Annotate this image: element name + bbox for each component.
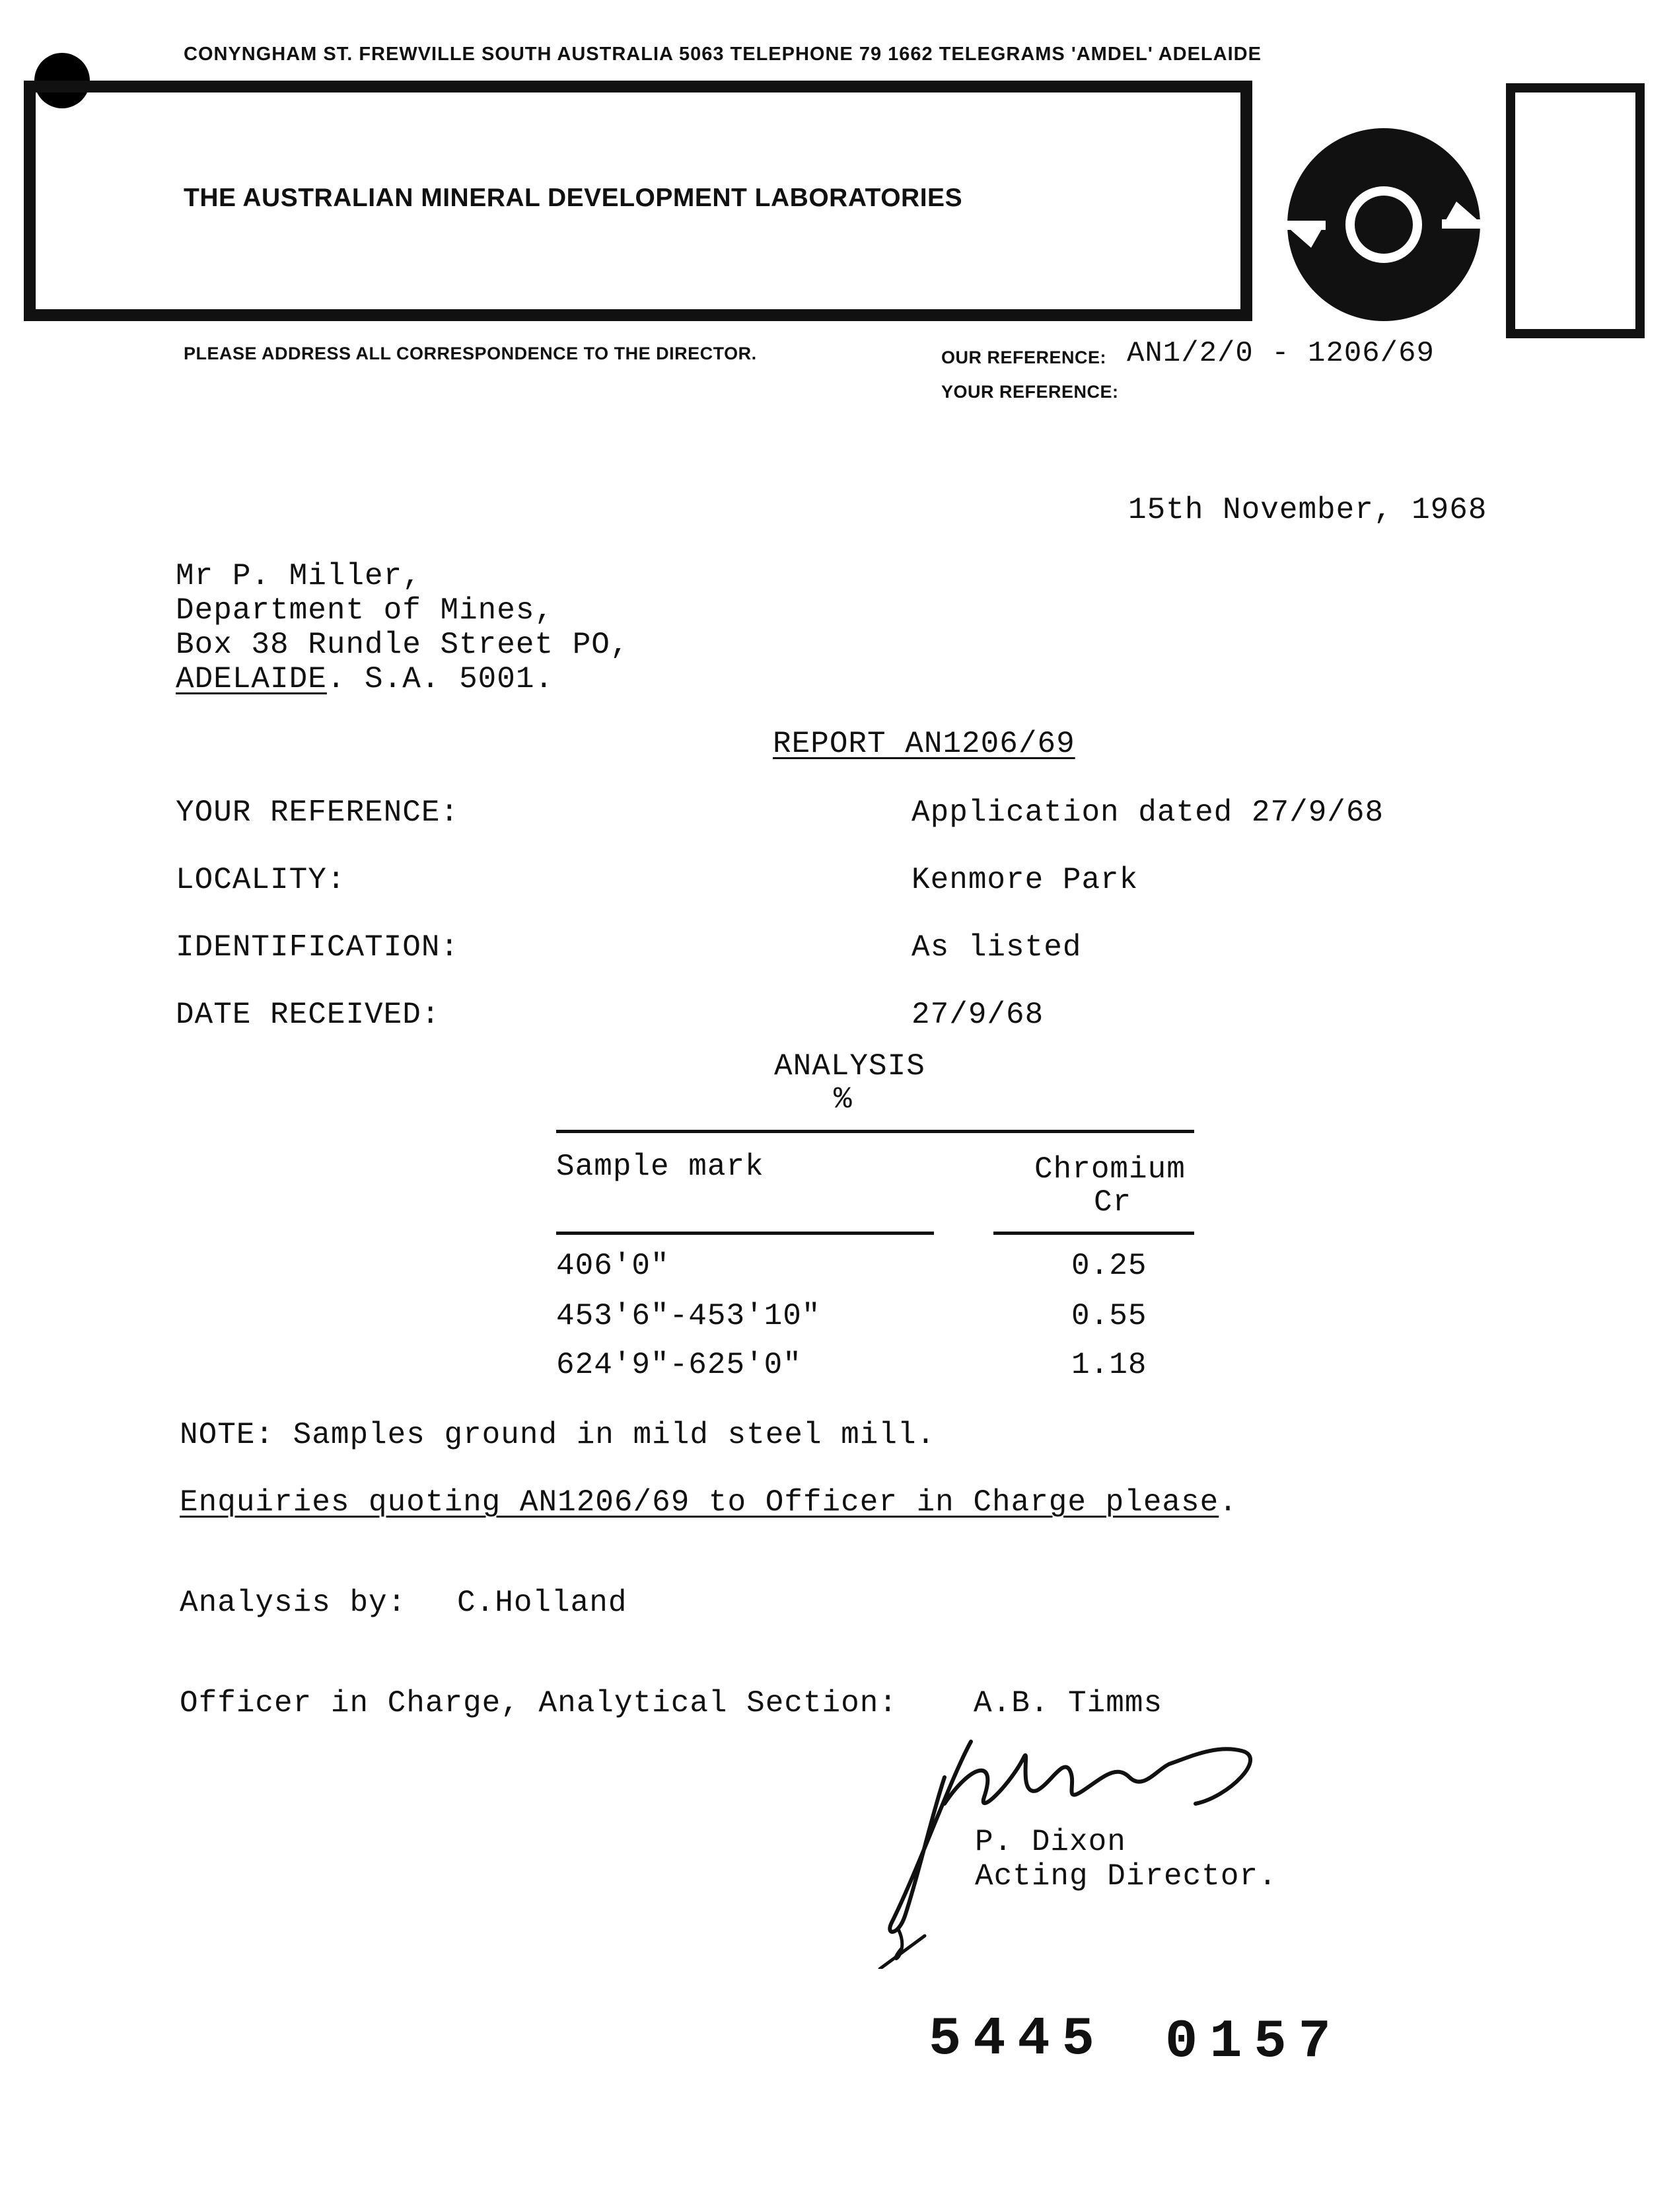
field-value: As listed: [911, 930, 1082, 965]
table-cell-sample: 453'6"-453'10": [556, 1299, 821, 1333]
table-cell-value: 0.55: [1071, 1299, 1147, 1333]
recipient-department: Department of Mines,: [176, 593, 554, 628]
organization-name: THE AUSTRALIAN MINERAL DEVELOPMENT LABORATORIES: [184, 184, 963, 212]
amdel-logo-icon: [1285, 126, 1483, 324]
recipient-street: Box 38 Rundle Street PO,: [176, 628, 629, 662]
field-label: YOUR REFERENCE:: [176, 795, 460, 830]
analysis-heading: ANALYSIS: [774, 1049, 925, 1084]
field-label: IDENTIFICATION:: [176, 930, 460, 965]
table-cell-value: 0.25: [1071, 1249, 1147, 1283]
enquiries-line: [180, 1485, 1238, 1520]
our-reference-label: OUR REFERENCE:: [941, 348, 1107, 367]
header-rule-element: [993, 1232, 1194, 1235]
table-cell-value: 1.18: [1071, 1348, 1147, 1382]
column-header-sample: Sample mark: [556, 1150, 764, 1184]
analysis-by-name: C.Holland: [457, 1586, 627, 1620]
our-reference-value: AN1/2/0 - 1206/69: [1127, 337, 1435, 370]
report-title: REPORT AN1206/69: [773, 727, 1075, 761]
field-value: Kenmore Park: [911, 863, 1139, 897]
officer-label: Officer in Charge, Analytical Section:: [180, 1686, 898, 1720]
recipient-postcode: . S.A. 5001.: [326, 662, 554, 696]
letterhead-side-box: [1506, 83, 1645, 338]
signatory-name: P. Dixon: [975, 1825, 1126, 1859]
field-label: LOCALITY:: [176, 863, 346, 897]
correspondence-note: PLEASE ADDRESS ALL CORRESPONDENCE TO THE DIRECTOR.: [184, 344, 757, 363]
column-header-symbol: Cr: [1094, 1185, 1132, 1220]
footer-number-right: 0157: [1165, 2011, 1343, 2073]
your-reference-label: YOUR REFERENCE:: [941, 382, 1119, 402]
field-value: Application dated 27/9/68: [911, 795, 1384, 830]
analysis-unit: %: [834, 1082, 853, 1117]
signatory-title: Acting Director.: [975, 1859, 1277, 1894]
analysis-by-label: Analysis by:: [180, 1586, 407, 1620]
field-label: DATE RECEIVED:: [176, 998, 441, 1032]
field-value: 27/9/68: [911, 998, 1044, 1032]
recipient-city: ADELAIDE: [176, 662, 327, 696]
sample-note: NOTE: Samples ground in mild steel mill.: [180, 1418, 936, 1452]
footer-number-left: 5445: [929, 2009, 1106, 2070]
recipient-city-line: [176, 662, 554, 696]
table-top-rule: [556, 1130, 1194, 1133]
officer-name: A.B. Timms: [974, 1686, 1163, 1720]
letter-date: 15th November, 1968: [1128, 493, 1487, 527]
letterhead-address: CONYNGHAM ST. FREWVILLE SOUTH AUSTRALIA 5063 TELEPHONE 79 1662 TELEGRAMS 'AMDEL' ADELAIDE: [184, 44, 1262, 65]
header-rule-sample: [556, 1232, 934, 1235]
enquiries-period: .: [1219, 1485, 1238, 1520]
table-cell-sample: 406'0": [556, 1249, 670, 1283]
recipient-name: Mr P. Miller,: [176, 559, 421, 593]
enquiries-text: Enquiries quoting AN1206/69 to Officer in Charge please: [180, 1485, 1219, 1520]
column-header-element: Chromium: [1034, 1152, 1186, 1187]
table-cell-sample: 624'9"-625'0": [556, 1348, 802, 1382]
